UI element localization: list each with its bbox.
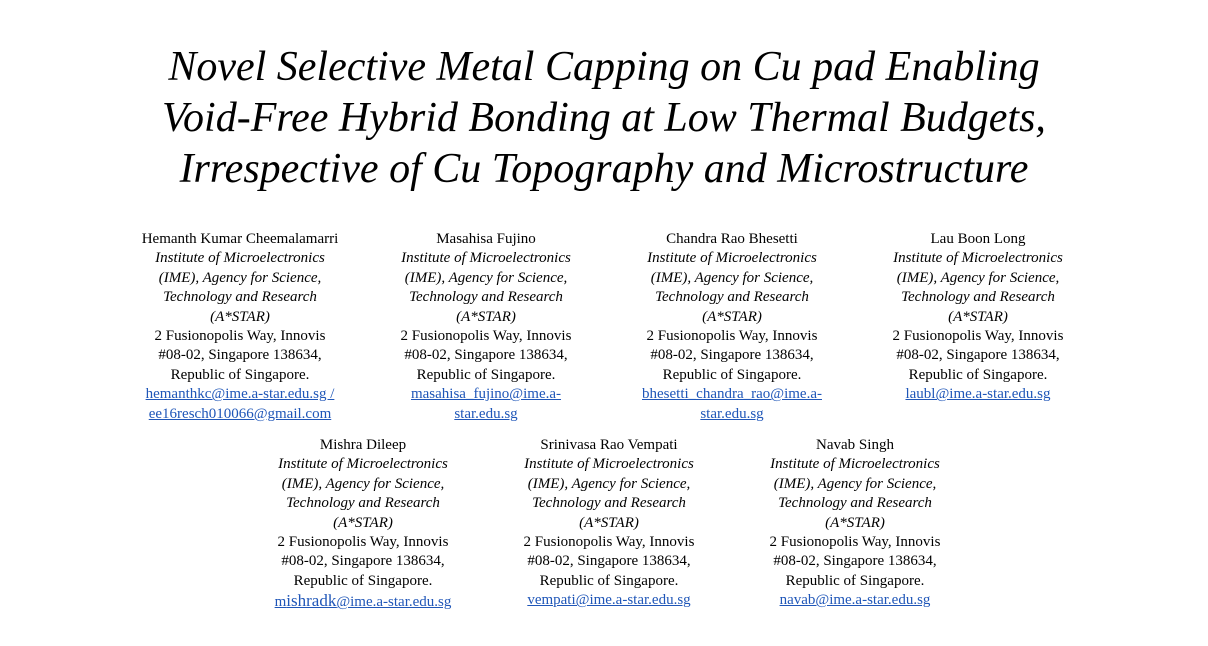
- email-link[interactable]: vempati@ime.a-star.edu.sg: [527, 592, 691, 609]
- address-line: #08-02, Singapore 138634,: [404, 347, 568, 364]
- email-link[interactable]: star.edu.sg: [454, 405, 518, 422]
- address-line: 2 Fusionopolis Way, Innovis: [523, 534, 695, 551]
- address-line: 2 Fusionopolis Way, Innovis: [277, 534, 449, 551]
- affiliation-line: (A*STAR): [948, 308, 1008, 325]
- affiliation-line: (A*STAR): [579, 514, 639, 531]
- affiliation-line: Institute of Microelectronics: [647, 250, 817, 267]
- author-block-cheemalamarri: [115, 230, 365, 424]
- email-link[interactable]: [238, 591, 488, 612]
- address-line: Republic of Singapore.: [908, 366, 1048, 383]
- affiliation-line: (A*STAR): [210, 308, 270, 325]
- affiliation-line: Institute of Microelectronics: [524, 456, 694, 473]
- address-line: 2 Fusionopolis Way, Innovis: [400, 328, 572, 345]
- email-part: ishradk: [286, 591, 337, 611]
- affiliation-line: Institute of Microelectronics: [155, 250, 325, 267]
- author-block-dileep: [238, 436, 488, 613]
- author-block-vempati: [484, 436, 734, 611]
- author-block-singh: [730, 436, 980, 611]
- address-line: 2 Fusionopolis Way, Innovis: [892, 328, 1064, 345]
- author-name: Srinivasa Rao Vempati: [540, 437, 678, 453]
- affiliation-line: Technology and Research: [286, 495, 440, 512]
- title-line: Irrespective of Cu Topography and Microstructure: [179, 146, 1029, 192]
- author-name: Mishra Dileep: [319, 437, 407, 453]
- address-line: #08-02, Singapore 138634,: [281, 553, 445, 570]
- affiliation-line: (IME), Agency for Science,: [281, 475, 445, 492]
- address-line: Republic of Singapore.: [170, 366, 310, 383]
- affiliation-line: (A*STAR): [702, 308, 762, 325]
- author-block-bhesetti: [607, 230, 857, 424]
- author-name: Lau Boon Long: [930, 231, 1026, 247]
- address-line: Republic of Singapore.: [416, 366, 556, 383]
- email-link[interactable]: bhesetti_chandra_rao@ime.a-: [642, 386, 822, 403]
- address-line: #08-02, Singapore 138634,: [158, 347, 322, 364]
- author-block-lau: [853, 230, 1103, 405]
- affiliation-line: Technology and Research: [901, 289, 1055, 306]
- email-link[interactable]: laubl@ime.a-star.edu.sg: [905, 386, 1051, 403]
- title-line: Novel Selective Metal Capping on Cu pad Enabling: [168, 44, 1040, 90]
- author-name: Masahisa Fujino: [436, 231, 536, 247]
- affiliation-line: (A*STAR): [333, 514, 393, 531]
- affiliation-line: (IME), Agency for Science,: [896, 269, 1060, 286]
- address-line: 2 Fusionopolis Way, Innovis: [769, 534, 941, 551]
- author-name: Hemanth Kumar Cheemalamarri: [141, 231, 339, 247]
- email-link[interactable]: navab@ime.a-star.edu.sg: [779, 592, 931, 609]
- affiliation-line: Technology and Research: [409, 289, 563, 306]
- title-line: Void-Free Hybrid Bonding at Low Thermal Budgets,: [162, 95, 1046, 141]
- email-link[interactable]: ee16resch010066@gmail.com: [148, 405, 332, 422]
- author-block-fujino: [361, 230, 611, 424]
- email-link[interactable]: masahisa_fujino@ime.a-: [410, 386, 562, 403]
- author-name: Chandra Rao Bhesetti: [666, 231, 798, 247]
- affiliation-line: Institute of Microelectronics: [770, 456, 940, 473]
- address-line: Republic of Singapore.: [662, 366, 802, 383]
- affiliation-line: (A*STAR): [825, 514, 885, 531]
- affiliation-line: Institute of Microelectronics: [278, 456, 448, 473]
- affiliation-line: (A*STAR): [456, 308, 516, 325]
- affiliation-line: Technology and Research: [163, 289, 317, 306]
- email-part: m: [274, 594, 287, 611]
- address-line: #08-02, Singapore 138634,: [896, 347, 1060, 364]
- address-line: #08-02, Singapore 138634,: [773, 553, 937, 570]
- affiliation-line: (IME), Agency for Science,: [404, 269, 568, 286]
- address-line: Republic of Singapore.: [293, 572, 433, 589]
- email-part: @ime.a-star.edu.sg: [336, 594, 452, 611]
- affiliation-line: Technology and Research: [655, 289, 809, 306]
- affiliation-line: (IME), Agency for Science,: [158, 269, 322, 286]
- address-line: 2 Fusionopolis Way, Innovis: [154, 328, 326, 345]
- affiliation-line: (IME), Agency for Science,: [527, 475, 691, 492]
- affiliation-line: Institute of Microelectronics: [893, 250, 1063, 267]
- address-line: 2 Fusionopolis Way, Innovis: [646, 328, 818, 345]
- affiliation-line: Technology and Research: [532, 495, 686, 512]
- address-line: #08-02, Singapore 138634,: [650, 347, 814, 364]
- address-line: Republic of Singapore.: [539, 572, 679, 589]
- email-link[interactable]: star.edu.sg: [700, 405, 764, 422]
- author-name: Navab Singh: [816, 437, 894, 453]
- affiliation-line: Institute of Microelectronics: [401, 250, 571, 267]
- affiliation-line: (IME), Agency for Science,: [650, 269, 814, 286]
- address-line: Republic of Singapore.: [785, 572, 925, 589]
- email-link[interactable]: hemanthkc@ime.a-star.edu.sg /: [145, 386, 335, 403]
- address-line: #08-02, Singapore 138634,: [527, 553, 691, 570]
- paper-title: [0, 42, 1208, 195]
- affiliation-line: (IME), Agency for Science,: [773, 475, 937, 492]
- affiliation-line: Technology and Research: [778, 495, 932, 512]
